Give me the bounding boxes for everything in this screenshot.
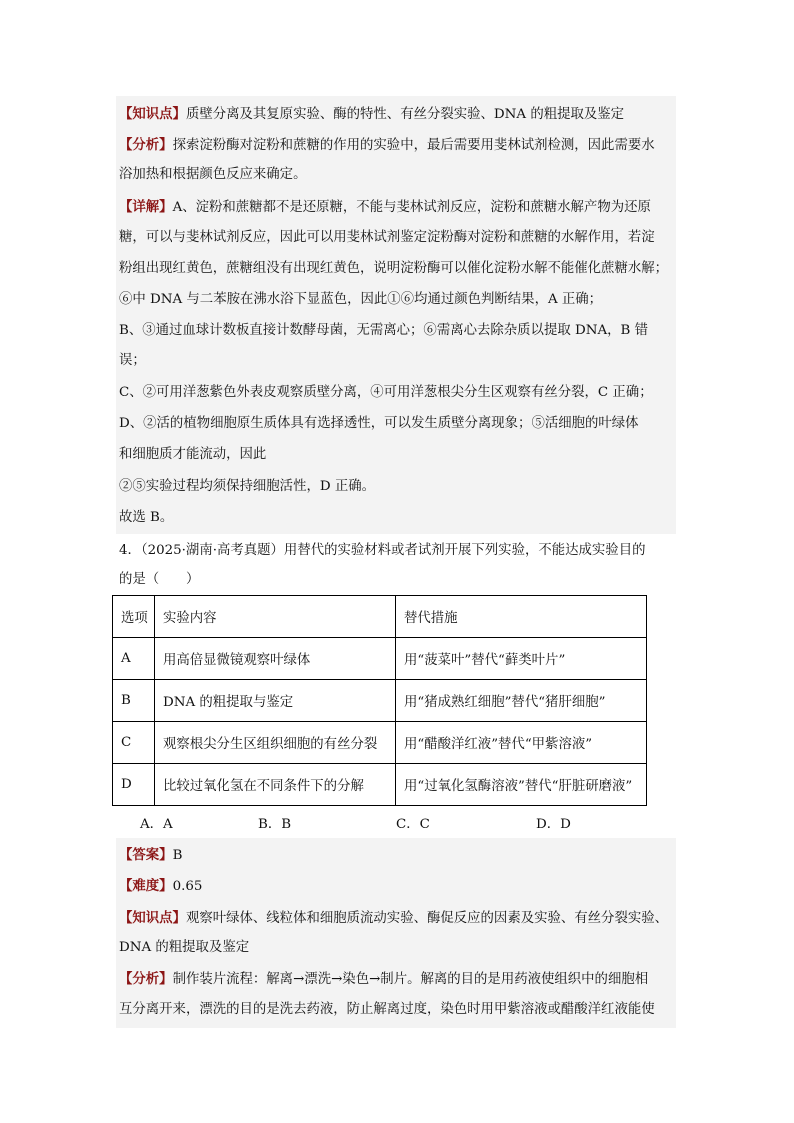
table-header-cell: 选项 <box>113 596 155 638</box>
detail-line-8: D、②活的植物细胞原生质体具有选择透性，可以发生质壁分离现象；⑤活细胞的叶绿体 <box>119 416 639 431</box>
table-row <box>113 722 647 764</box>
knowledge-text-bottom-1: 观察叶绿体、线粒体和细胞质流动实验、酶促反应的因素及实验、有丝分裂实验、 <box>185 911 669 926</box>
detail-line-10: ②⑤实验过程均须保持细胞活性，D 正确。 <box>119 479 376 494</box>
options-table <box>112 595 647 806</box>
table-cell: A <box>113 638 155 680</box>
table-cell: 观察根尖分生区组织细胞的有丝分裂 <box>155 722 396 764</box>
detail-tag: 【详解】 <box>119 199 173 215</box>
table-cell: C <box>113 722 155 764</box>
analysis-text-bottom-1: 制作装片流程：解离→漂洗→染色→制片。解离的目的是用药液使组织中的细胞相 <box>172 972 649 987</box>
table-row <box>113 764 647 806</box>
question-stem-2: 的是（ ） <box>119 572 200 587</box>
choice-d[interactable]: D．D <box>536 817 571 832</box>
knowledge-line-bottom <box>119 908 677 929</box>
table-cell: D <box>113 764 155 806</box>
detail-line-5: B、③通过血球计数板直接计数酵母菌，无需离心；⑥需离心去除杂质以提取 DNA，B 错 <box>119 323 648 338</box>
knowledge-text: 质壁分离及其复原实验、酶的特性、有丝分裂实验、DNA 的粗提取及鉴定 <box>185 107 625 122</box>
choice-a[interactable]: A．A <box>140 817 173 832</box>
table-cell: DNA 的粗提取与鉴定 <box>155 680 396 722</box>
question-stem-1: 4．（2025·湖南·高考真题）用替代的实验材料或者试剂开展下列实验，不能达成实验目的 <box>119 543 646 558</box>
analysis-line-bottom-2: 互分离开来，漂洗的目的是洗去药液，防止解离过度，染色时用甲紫溶液或醋酸洋红液能使 <box>119 1002 655 1017</box>
analysis-tag: 【分析】 <box>119 137 173 153</box>
difficulty-tag: 【难度】 <box>119 878 173 894</box>
table-cell: 用“猪成熟红细胞”替代“猪肝细胞” <box>396 680 647 722</box>
answer-value: B <box>172 848 183 863</box>
difficulty-line <box>119 876 677 897</box>
knowledge-tag: 【知识点】 <box>119 106 186 122</box>
analysis-line-2: 浴加热和根据颜色反应来确定。 <box>119 167 307 182</box>
analysis-text-1: 探索淀粉酶对淀粉和蔗糖的作用的实验中，最后需要用斐林试剂检测，因此需要水 <box>172 138 655 153</box>
table-header-cell: 实验内容 <box>155 596 396 638</box>
table-row <box>113 680 647 722</box>
table-cell: 用高倍显微镜观察叶绿体 <box>155 638 396 680</box>
table-row <box>113 638 647 680</box>
knowledge-line-bottom-2: DNA 的粗提取及鉴定 <box>119 940 250 955</box>
table-cell: B <box>113 680 155 722</box>
table-cell: 用“过氧化氢酶溶液”替代“肝脏研磨液” <box>396 764 647 806</box>
table-cell: 比较过氧化氢在不同条件下的分解 <box>155 764 396 806</box>
analysis-line <box>119 135 677 156</box>
knowledge-tag-bottom: 【知识点】 <box>119 910 186 926</box>
detail-line-3: 粉组出现红黄色，蔗糖组没有出现红黄色，说明淀粉酶可以催化淀粉水解不能催化蔗糖水解； <box>119 261 669 276</box>
analysis-tag-bottom: 【分析】 <box>119 971 173 987</box>
conclusion-line: 故选 B。 <box>119 510 174 525</box>
knowledge-line <box>119 104 677 125</box>
detail-line-7: C、②可用洋葱紫色外表皮观察质壁分离，④可用洋葱根尖分生区观察有丝分裂，C 正确； <box>119 385 653 400</box>
table-cell: 用“菠菜叶”替代“藓类叶片” <box>396 638 647 680</box>
detail-line-6: 误； <box>119 353 146 368</box>
detail-line-4: ⑥中 DNA 与二苯胺在沸水浴下显蓝色，因此①⑥均通过颜色判断结果，A 正确； <box>119 292 603 307</box>
detail-line-9: 和细胞质才能流动，因此 <box>119 447 267 462</box>
answer-tag: 【答案】 <box>119 847 173 863</box>
detail-line-1 <box>119 197 677 218</box>
table-cell: 用“醋酸洋红液”替代“甲紫溶液” <box>396 722 647 764</box>
detail-line-2: 糖，可以与斐林试剂反应，因此可以用斐林试剂鉴定淀粉酶对淀粉和蔗糖的水解作用，若淀 <box>119 230 655 245</box>
table-header-row <box>113 596 647 638</box>
analysis-line-bottom <box>119 969 677 990</box>
choice-c[interactable]: C．C <box>396 817 430 832</box>
answer-line <box>119 845 677 866</box>
explanation-background-top <box>116 96 676 534</box>
choice-b[interactable]: B．B <box>258 817 292 832</box>
table-header-cell: 替代措施 <box>396 596 647 638</box>
detail-text-1: A、淀粉和蔗糖都不是还原糖，不能与斐林试剂反应，淀粉和蔗糖水解产物为还原 <box>172 200 651 215</box>
difficulty-value: 0.65 <box>172 879 203 894</box>
